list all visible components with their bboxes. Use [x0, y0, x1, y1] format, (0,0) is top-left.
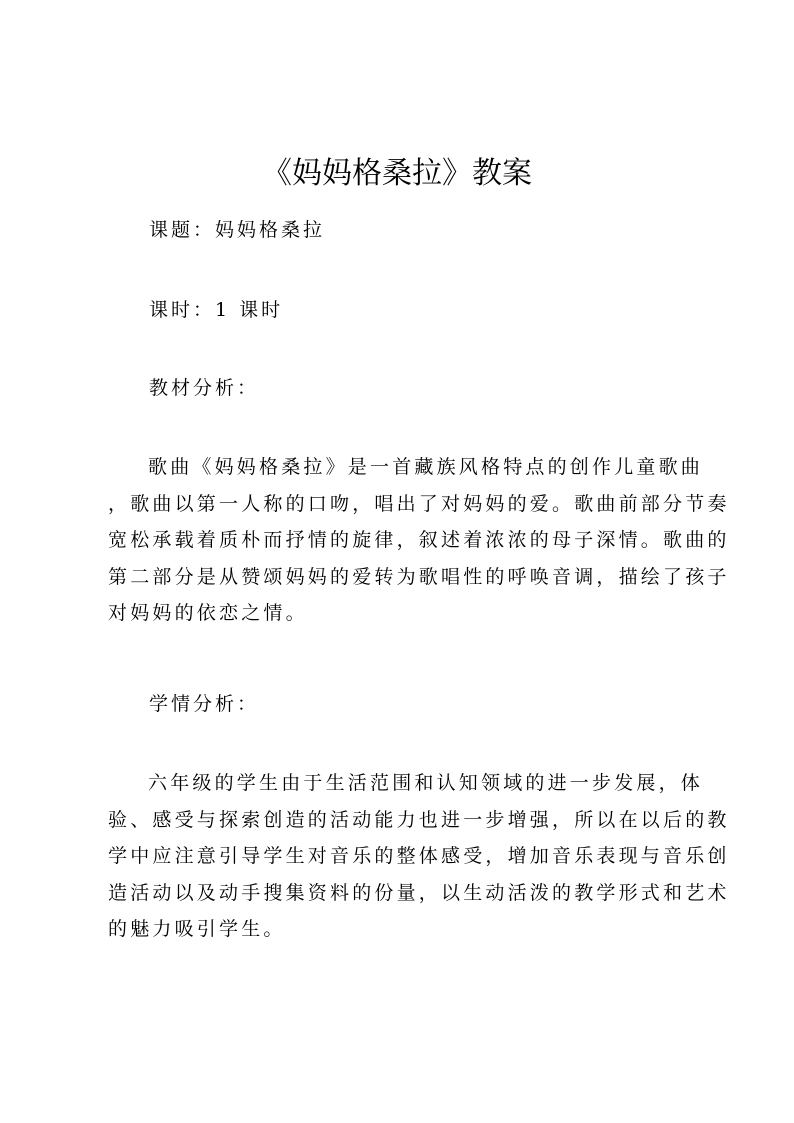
student-analysis-heading: 学情分析：: [149, 693, 260, 715]
paragraph-line: 学中应注意引导学生对音乐的整体感受，增加音乐表现与音乐创: [108, 845, 730, 867]
duration-line: 课时：1 课时: [149, 299, 284, 321]
paragraph-line: ，歌曲以第一人称的口吻，唱出了对妈妈的爱。歌曲前部分节奏: [108, 492, 730, 515]
material-analysis-paragraph: [108, 449, 730, 632]
paragraph-line: 验、感受与探索创造的活动能力也进一步增强，所以在以后的教: [108, 808, 730, 831]
paragraph-line: 第二部分是从赞颂妈妈的爱转为歌唱性的呼唤音调，描绘了孩子: [108, 565, 730, 588]
paragraph-line: 六年级的学生由于生活范围和认知领域的进一步发展，体: [148, 772, 704, 794]
paragraph-line: 宽松承载着质朴而抒情的旋律，叙述着浓浓的母子深情。歌曲的: [108, 529, 730, 551]
paragraph-line: 对妈妈的依恋之情。: [108, 602, 308, 624]
paragraph-line: 的魅力吸引学生。: [108, 918, 286, 940]
material-analysis-heading: 教材分析：: [149, 377, 260, 399]
student-analysis-paragraph: [108, 765, 730, 948]
topic-line: 课题：妈妈格桑拉: [149, 219, 326, 241]
paragraph-line: 造活动以及动手搜集资料的份量，以生动活泼的教学形式和艺术: [108, 881, 730, 904]
paragraph-line: 歌曲《妈妈格桑拉》是一首藏族风格特点的创作儿童歌曲: [148, 456, 704, 478]
document-title: 《妈妈格桑拉》教案: [262, 156, 532, 191]
